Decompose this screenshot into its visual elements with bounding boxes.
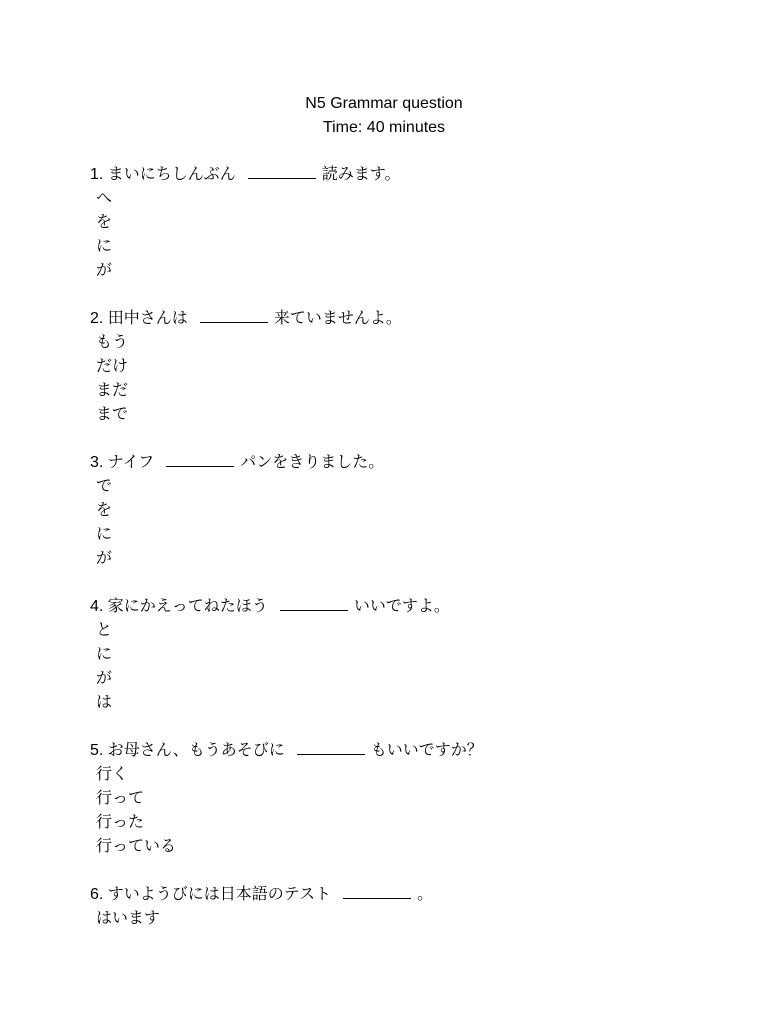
option-3: に [96,526,113,543]
option-2: 行って [96,790,145,807]
answer-blank [166,451,234,467]
question-prompt [90,883,730,907]
document-header [0,92,768,140]
option-1: で [96,478,113,495]
question-text-after: 読みます。 [321,166,401,183]
question-text-before: まいにちしんぶん [107,166,236,183]
answer-blank [280,595,348,611]
option-4: 行っている [96,838,177,855]
option-2: だけ [96,358,129,375]
answer-blank [343,883,411,899]
question-text-before: ナイフ [107,454,155,471]
question-prompt [90,739,730,763]
answer-blank [200,307,268,323]
question-text-before: 家にかえってねたほう [107,598,268,615]
question-text-after: パンをきりました。 [240,454,385,471]
option-4: が [96,550,113,567]
option-3: が [96,670,113,687]
question-1 [90,163,730,283]
question-text-before: お母さん、もうあそびに [107,742,285,759]
option-4: が [96,262,113,279]
option-2: に [96,646,113,663]
option-3: 行った [96,814,145,831]
question-text-before: すいようびには日本語のテスト [107,886,332,903]
question-3 [90,451,730,571]
option-3: に [96,238,113,255]
question-number: 4. [90,598,104,615]
question-4 [90,595,730,715]
option-2: を [96,214,113,231]
question-6 [90,883,730,931]
question-number: 6. [90,886,104,903]
answer-blank [248,163,316,179]
option-3: まだ [96,382,129,399]
question-text-after: 来ていませんよ。 [273,310,402,327]
option-4: は [96,694,113,711]
question-text-after: もいいですか？ [370,742,483,759]
question-2 [90,307,730,427]
option-4: まで [96,406,129,423]
document-subtitle: Time: 40 minutes [322,119,446,136]
option-1: と [96,622,113,639]
question-text-before: 田中さんは [107,310,188,327]
question-text-after: 。 [417,886,434,903]
answer-blank [297,739,365,755]
question-prompt [90,451,730,475]
option-1: へ [96,190,113,207]
option-1: はいます [96,910,161,927]
question-prompt [90,307,730,331]
question-prompt [90,163,730,187]
question-prompt [90,595,730,619]
question-list [90,163,730,955]
question-text-after: いいですよ。 [353,598,450,615]
question-number: 2. [90,310,104,327]
option-1: もう [96,334,129,351]
option-1: 行く [96,766,129,783]
question-number: 5. [90,742,104,759]
question-number: 3. [90,454,104,471]
question-number: 1. [90,166,104,183]
document-title: N5 Grammar question [305,95,463,112]
option-2: を [96,502,113,519]
question-5 [90,739,730,859]
